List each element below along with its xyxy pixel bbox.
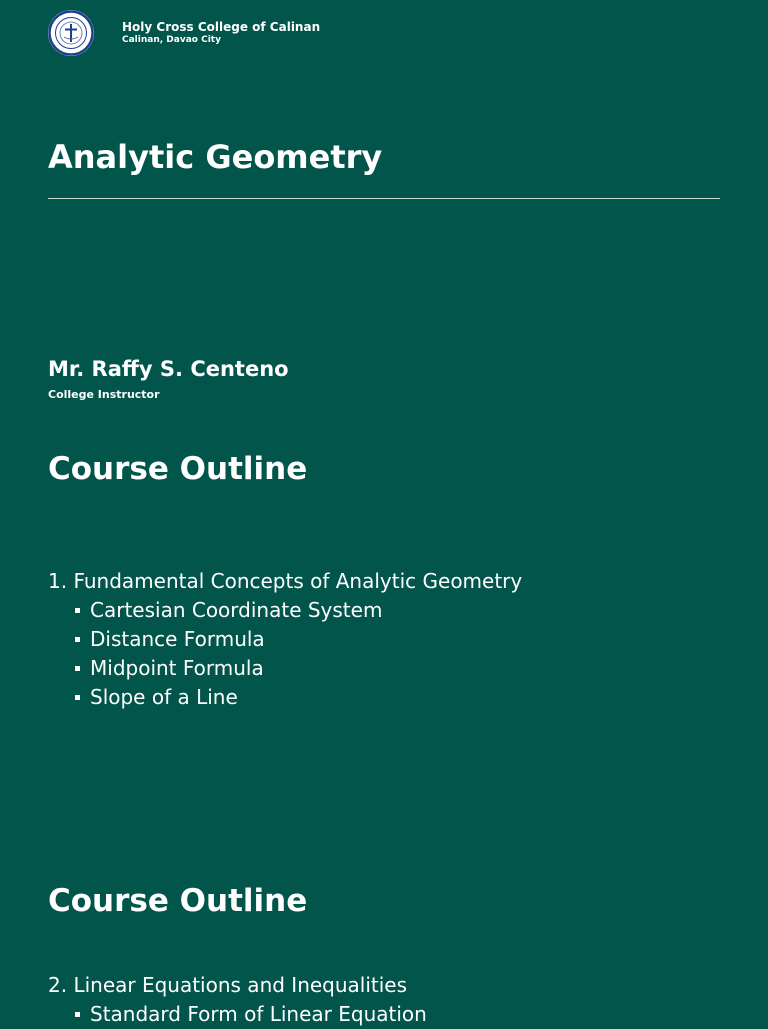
title-divider <box>48 198 720 199</box>
bullet-icon <box>75 695 80 700</box>
outline-subitem-label: Cartesian Coordinate System <box>90 598 383 622</box>
outline-subitem <box>48 654 522 683</box>
outline-subitem-label: Midpoint Formula <box>90 656 264 680</box>
outline-subitem-label: Standard Form of Linear Equation <box>90 1002 427 1026</box>
outline-list-1 <box>48 567 522 712</box>
instructor-name: Mr. Raffy S. Centeno <box>48 357 289 381</box>
outline-subitem <box>48 625 522 654</box>
outline-item: 2. Linear Equations and Inequalities <box>48 973 408 997</box>
bullet-icon <box>75 637 80 642</box>
outline-subitem-label: Slope of a Line <box>90 685 238 709</box>
outline-subitem <box>48 1000 427 1029</box>
institution-info <box>122 20 320 45</box>
institution-location: Calinan, Davao City <box>122 34 221 45</box>
section-heading-1: Course Outline <box>48 451 308 487</box>
header <box>48 10 320 56</box>
outline-item: 1. Fundamental Concepts of Analytic Geometry <box>48 569 523 593</box>
outline-subitem <box>48 683 522 712</box>
outline-subitem <box>48 596 522 625</box>
bullet-icon <box>75 666 80 671</box>
section-heading-2: Course Outline <box>48 883 308 919</box>
college-seal-icon <box>48 10 94 56</box>
institution-name: Holy Cross College of Calinan <box>122 20 321 35</box>
page-title: Analytic Geometry <box>48 138 383 176</box>
instructor-role: College Instructor <box>48 388 160 401</box>
outline-subitem-label: Distance Formula <box>90 627 265 651</box>
outline-list-2 <box>48 971 427 1029</box>
bullet-icon <box>75 1012 80 1017</box>
bullet-icon <box>75 608 80 613</box>
